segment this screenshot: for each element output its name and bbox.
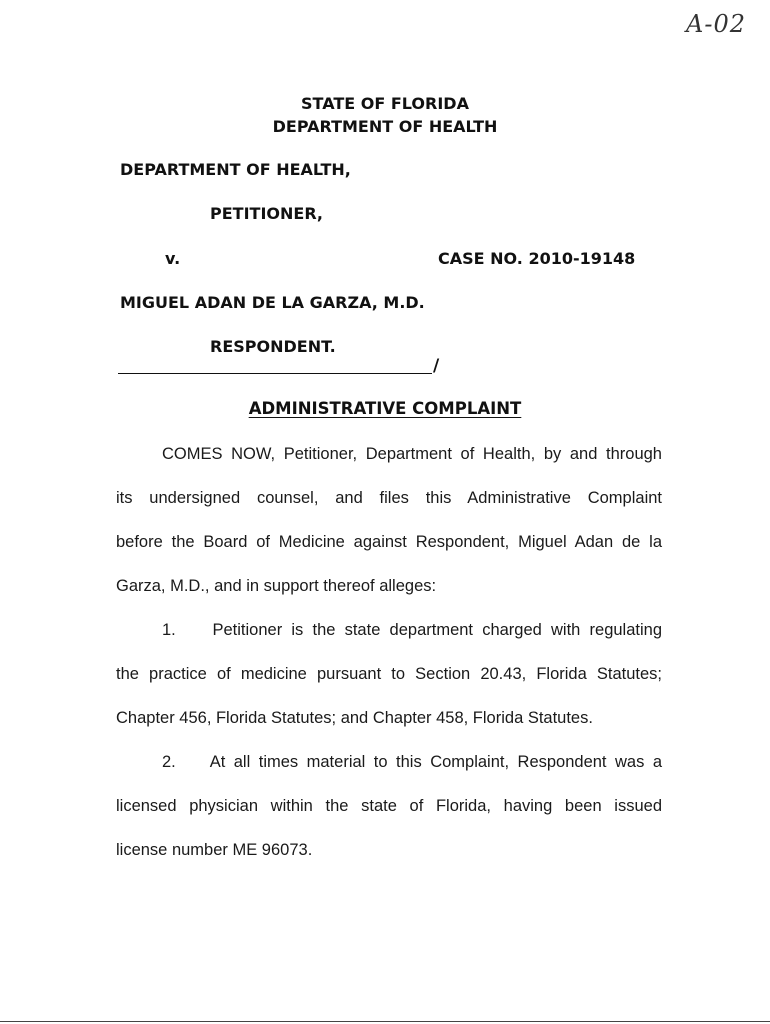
header-department: DEPARTMENT OF HEALTH (272, 117, 498, 136)
paragraph-2-line: license number ME 96073. (116, 841, 313, 859)
header-state: STATE OF FLORIDA (301, 94, 469, 113)
intro-line: its undersigned counsel, and files this Administrative Complaint (116, 489, 662, 507)
caption-rule (118, 373, 432, 374)
document-title (0, 399, 770, 418)
paragraph-1-line (116, 608, 662, 652)
paragraph-1-line: the practice of medicine pursuant to Section 20.43, Florida Statutes; (116, 665, 662, 683)
page-bottom-edge (0, 1021, 770, 1022)
paragraph-2-line-text: At all times material to this Complaint, Respondent was a (209, 753, 662, 771)
paragraph-2-line (116, 740, 662, 784)
petitioner-name: DEPARTMENT OF HEALTH, (120, 160, 351, 179)
document-title-text: ADMINISTRATIVE COMPLAINT (248, 399, 522, 418)
petitioner-label: PETITIONER, (210, 204, 324, 223)
handwritten-page-label: A-02 (686, 10, 746, 38)
paragraph-1 (116, 608, 662, 740)
respondent-label: RESPONDENT. (210, 337, 336, 356)
paragraph-2-number: 2. (162, 753, 176, 771)
intro-line: Garza, M.D., and in support thereof alleges: (116, 577, 437, 595)
paragraph-2-line: licensed physician within the state of Florida, having been issued (116, 797, 662, 815)
paragraph-1-line-text: Petitioner is the state department charged with regulating (212, 621, 663, 639)
paragraph-1-line: Chapter 456, Florida Statutes; and Chapter 458, Florida Statutes. (116, 709, 593, 727)
respondent-name: MIGUEL ADAN DE LA GARZA, M.D. (120, 293, 425, 312)
versus: v. (165, 249, 181, 268)
paragraph-1-number: 1. (162, 621, 176, 639)
intro-line: before the Board of Medicine against Respondent, Miguel Adan de la (116, 533, 662, 551)
intro-paragraph (116, 432, 662, 608)
intro-line: COMES NOW, Petitioner, Department of Health, by and through (162, 445, 662, 463)
paragraph-2 (116, 740, 662, 872)
caption-slash: / (433, 356, 440, 376)
case-number: CASE NO. 2010-19148 (438, 249, 636, 268)
